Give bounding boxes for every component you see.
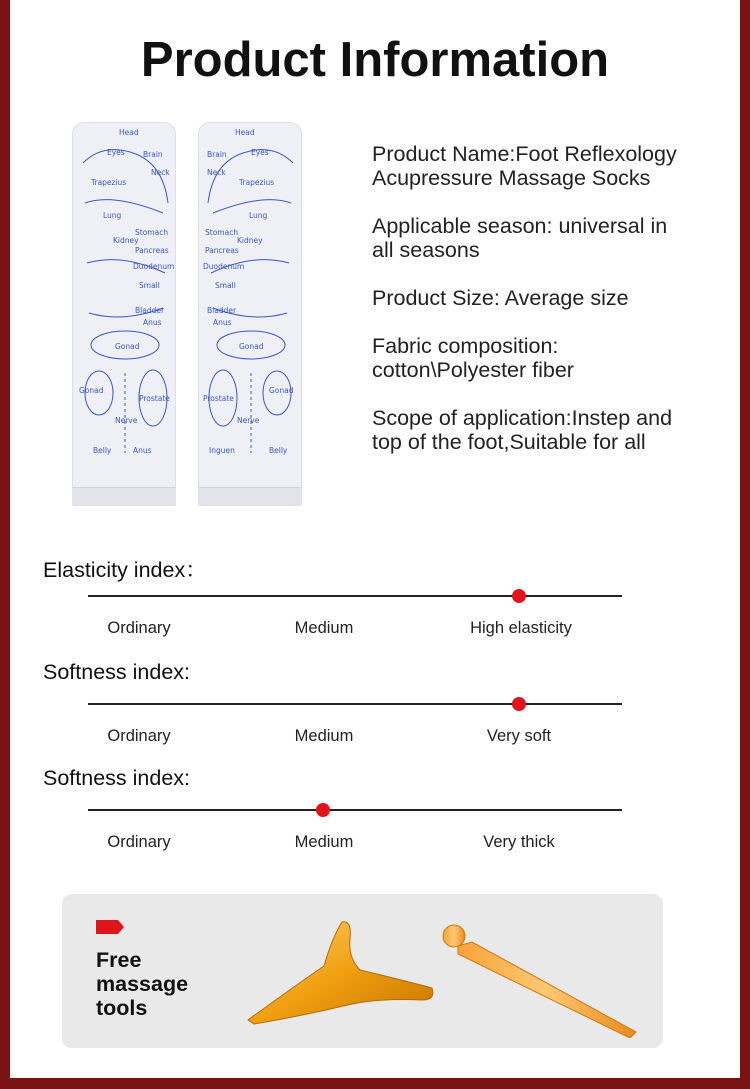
svg-text:Head: Head: [119, 128, 139, 137]
svg-text:Trapezius: Trapezius: [91, 178, 127, 187]
svg-text:Nerve: Nerve: [237, 416, 260, 425]
svg-text:Gonad: Gonad: [239, 342, 264, 351]
softness-label-medium: Medium: [294, 727, 354, 745]
svg-text:Trapezius: Trapezius: [239, 178, 275, 187]
svg-text:Anus: Anus: [133, 446, 152, 455]
softness-level-dot: [512, 697, 526, 711]
elasticity-label-medium: Medium: [294, 619, 354, 637]
massage-tools-image: [232, 908, 652, 1038]
sock-cuff: [199, 487, 301, 505]
product-info-list: [372, 142, 692, 478]
svg-text:Prostate: Prostate: [139, 394, 170, 403]
elasticity-scale-line: [88, 595, 622, 597]
svg-text:Lung: Lung: [249, 211, 268, 220]
svg-text:Duodenum: Duodenum: [133, 262, 175, 271]
svg-text:Stomach: Stomach: [135, 228, 169, 237]
product-info-panel: [10, 0, 740, 1078]
thickness-level-dot: [316, 803, 330, 817]
svg-text:Duodenum: Duodenum: [203, 262, 245, 271]
reflexology-sock-left: [72, 122, 176, 506]
svg-text:Kidney: Kidney: [113, 236, 139, 245]
thickness-label-medium: Medium: [294, 833, 354, 851]
sock-cuff: [73, 487, 175, 505]
svg-text:Gonad: Gonad: [79, 386, 104, 395]
elasticity-index-title: Elasticity index：: [43, 558, 207, 582]
svg-text:Belly: Belly: [269, 446, 288, 455]
flag-icon: [96, 920, 126, 934]
softness-label-ordinary: Ordinary: [107, 727, 171, 745]
elasticity-label-ordinary: Ordinary: [107, 619, 171, 637]
info-product-name: Product Name:Foot Reflexology Acupressure Massage Socks: [372, 142, 677, 190]
svg-text:Anus: Anus: [213, 318, 232, 327]
svg-text:Belly: Belly: [93, 446, 112, 455]
svg-text:Nerve: Nerve: [115, 416, 138, 425]
svg-text:Eyes: Eyes: [251, 148, 269, 157]
svg-text:Eyes: Eyes: [107, 148, 125, 157]
svg-text:Inguen: Inguen: [209, 446, 235, 455]
thickness-scale-line: [88, 809, 622, 811]
svg-text:Gonad: Gonad: [115, 342, 140, 351]
svg-text:Anus: Anus: [143, 318, 162, 327]
svg-text:Bladder: Bladder: [207, 306, 237, 315]
softness-label-very-soft: Very soft: [486, 727, 552, 745]
reflexology-sock-right: [198, 122, 302, 506]
thickness-label-very-thick: Very thick: [483, 833, 555, 851]
triangle-massage-tool: [248, 922, 433, 1024]
svg-text:Pancreas: Pancreas: [135, 246, 169, 255]
massage-stick: [443, 925, 636, 1038]
info-scope: Scope of application:Instep and top of the foot,Suitable for all: [372, 406, 673, 454]
svg-text:Small: Small: [139, 281, 160, 290]
svg-text:Gonad: Gonad: [269, 386, 294, 395]
svg-text:Brain: Brain: [207, 150, 227, 159]
svg-text:Head: Head: [235, 128, 255, 137]
svg-text:Prostate: Prostate: [203, 394, 234, 403]
svg-text:Neck: Neck: [207, 168, 226, 177]
softness-index-title: Softness index:: [43, 660, 191, 684]
thickness-index-title: Softness index:: [43, 766, 191, 790]
page-title: Product Information: [140, 33, 610, 87]
free-gift-box: [62, 894, 663, 1048]
softness-scale-line: [88, 703, 622, 705]
svg-text:Kidney: Kidney: [237, 236, 263, 245]
svg-text:Lung: Lung: [103, 211, 122, 220]
free-tools-label: Free massage tools: [96, 948, 189, 1020]
elasticity-label-high: High elasticity: [470, 619, 572, 637]
svg-text:Neck: Neck: [151, 168, 170, 177]
elasticity-level-dot: [512, 589, 526, 603]
info-season: Applicable season: universal in all seasons: [372, 214, 668, 262]
svg-text:Brain: Brain: [143, 150, 163, 159]
info-size: Product Size: Average size: [372, 286, 629, 310]
info-fabric: Fabric composition: cotton\Polyester fiber: [372, 334, 574, 382]
svg-text:Stomach: Stomach: [205, 228, 239, 237]
svg-text:Small: Small: [215, 281, 236, 290]
svg-text:Bladder: Bladder: [135, 306, 165, 315]
svg-text:Pancreas: Pancreas: [205, 246, 239, 255]
thickness-label-ordinary: Ordinary: [107, 833, 171, 851]
